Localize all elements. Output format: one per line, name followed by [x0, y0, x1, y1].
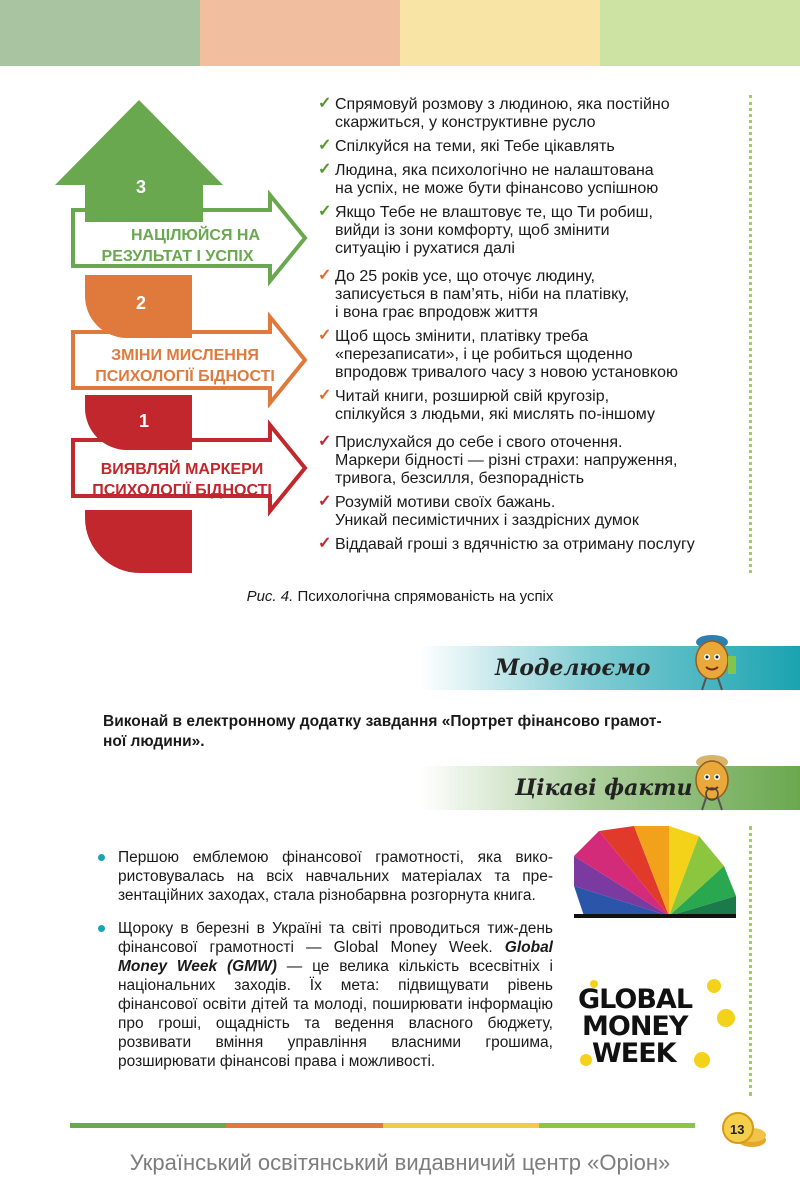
mascot-icon [682, 750, 742, 815]
tip-item: ✓ Віддавай гроші з вдячністю за отриману послугу [318, 535, 695, 553]
modeling-banner [420, 646, 800, 690]
footer-line-segment [539, 1123, 695, 1128]
tip-item: ✓ Щоб щось змінити, платівку треба «перезаписати», і це робиться щоденно впродовж тривалого часу з новою установкою [318, 327, 678, 381]
fact-item: Першою емблемою фінансової грамотності, яка вико-ристовувалась на всіх навчальних матеріалах та пре-зентаційних заходах, стала різнобарвна розгорнута книга. [98, 848, 553, 905]
gmw-logo-text: GLOBAL MONEY WEEK [578, 984, 693, 1069]
tip-item: ✓ Читай книги, розширюй свій кругозір, спілкуйся з людьми, які мислять по-іншому [318, 387, 655, 423]
mascot-icon [682, 630, 742, 695]
checkmark-icon: ✓ [318, 387, 332, 404]
footer-line-segment [70, 1123, 226, 1128]
level-3-label: НАЦІЛЮЙСЯ НА РЕЗУЛЬТАТ І УСПІХ [101, 227, 261, 265]
level-1-label: ВИЯВЛЯЙ МАРКЕРИ ПСИХОЛОГІЇ БІДНОСТІ [92, 461, 272, 499]
checkmark-icon: ✓ [318, 535, 332, 552]
top-bar-segment [200, 0, 400, 66]
page-number-badge [722, 1112, 758, 1144]
stairs-graphic [55, 95, 315, 575]
level-2-label: ЗМІНИ МИСЛЕННЯ ПСИХОЛОГІЇ БІДНОСТІ [95, 347, 275, 385]
facts-banner [420, 766, 800, 810]
base-bowl [85, 510, 192, 573]
tip-item: ✓ Прислухайся до себе і свого оточення. Маркери бідності — різні страхи: напруження, тривога, безсилля, безпорадність [318, 433, 678, 487]
tip-item: ✓ До 25 років усе, що оточує людину, записується в пам’ять, ніби на платівку, і вона грає впродовж життя [318, 267, 630, 321]
modeling-title: Моделюємо [495, 655, 651, 681]
tips-list [318, 96, 743, 560]
bullet-icon [98, 925, 105, 932]
coin-stack-icon [722, 1112, 768, 1148]
tip-item: ✓ Спілкуйся на теми, які Тебе цікавлять [318, 137, 615, 155]
gmw-logo [574, 978, 739, 1070]
page-number: 13 [730, 1122, 745, 1137]
fact-item: Щороку в березні в Україні та світі проводиться тиж-день фінансової грамотності — Global Money Week. Global Money Week (GMW) — це велика кількість всесвітніх і національних заходів. Їх мета: підвищувати рівень фінансової освіти дітей та молоді, поширювати інформацію про гроші, ощадність та ведення власного бюджету, розвивати вміння управління власними грошима, розширювати фінансові права і можливості. [98, 919, 553, 1071]
tip-item: ✓ Людина, яка психологічно не налаштована на успіх, не може бути фінансово успішною [318, 161, 659, 197]
checkmark-icon: ✓ [318, 137, 332, 154]
tip-item: ✓ Якщо Тебе не влаштовує те, що Ти робиш, вийди із зони комфорту, щоб змінити ситуацію і рухатися далі [318, 203, 653, 257]
facts-title: Цікаві факти [515, 775, 693, 801]
checkmark-icon: ✓ [318, 493, 332, 510]
checkmark-icon: ✓ [318, 327, 332, 344]
checkmark-icon: ✓ [318, 203, 332, 220]
tip-item: ✓ Спрямовуй розмову з людиною, яка постійно скаржиться, у конструктивне русло [318, 95, 670, 131]
modeling-task: Виконай в електронному додатку завдання «Портрет фінансово грамот- ної людини». [103, 713, 662, 750]
top-bar-segment [400, 0, 600, 66]
publisher-footer: Український освітянський видавничий центр «Оріон» [129, 1150, 671, 1175]
level-2-number: 2 [136, 293, 147, 313]
top-color-bar [0, 0, 800, 66]
checkmark-icon: ✓ [318, 95, 332, 112]
footer-line-segment [383, 1123, 539, 1128]
fan-book-emblem [574, 826, 736, 918]
dotted-divider [749, 826, 752, 1096]
figure-caption: Рис. 4. Психологічна спрямованість на успіх [246, 588, 554, 605]
top-bar-segment [0, 0, 200, 66]
level-1-number: 1 [139, 411, 150, 431]
success-stairs-diagram [55, 95, 315, 575]
level-3-number: 3 [136, 177, 147, 197]
tip-item: ✓ Розумій мотиви своїх бажань. Уникай песимістичних і заздрісних думок [318, 493, 639, 529]
level-3-house [55, 100, 223, 222]
dotted-divider [749, 95, 752, 573]
top-bar-segment [600, 0, 800, 66]
footer-color-lines [70, 1123, 695, 1128]
checkmark-icon: ✓ [318, 267, 332, 284]
checkmark-icon: ✓ [318, 161, 332, 178]
facts-list [98, 848, 553, 1071]
bullet-icon [98, 854, 105, 861]
footer-line-segment [226, 1123, 382, 1128]
checkmark-icon: ✓ [318, 433, 332, 450]
